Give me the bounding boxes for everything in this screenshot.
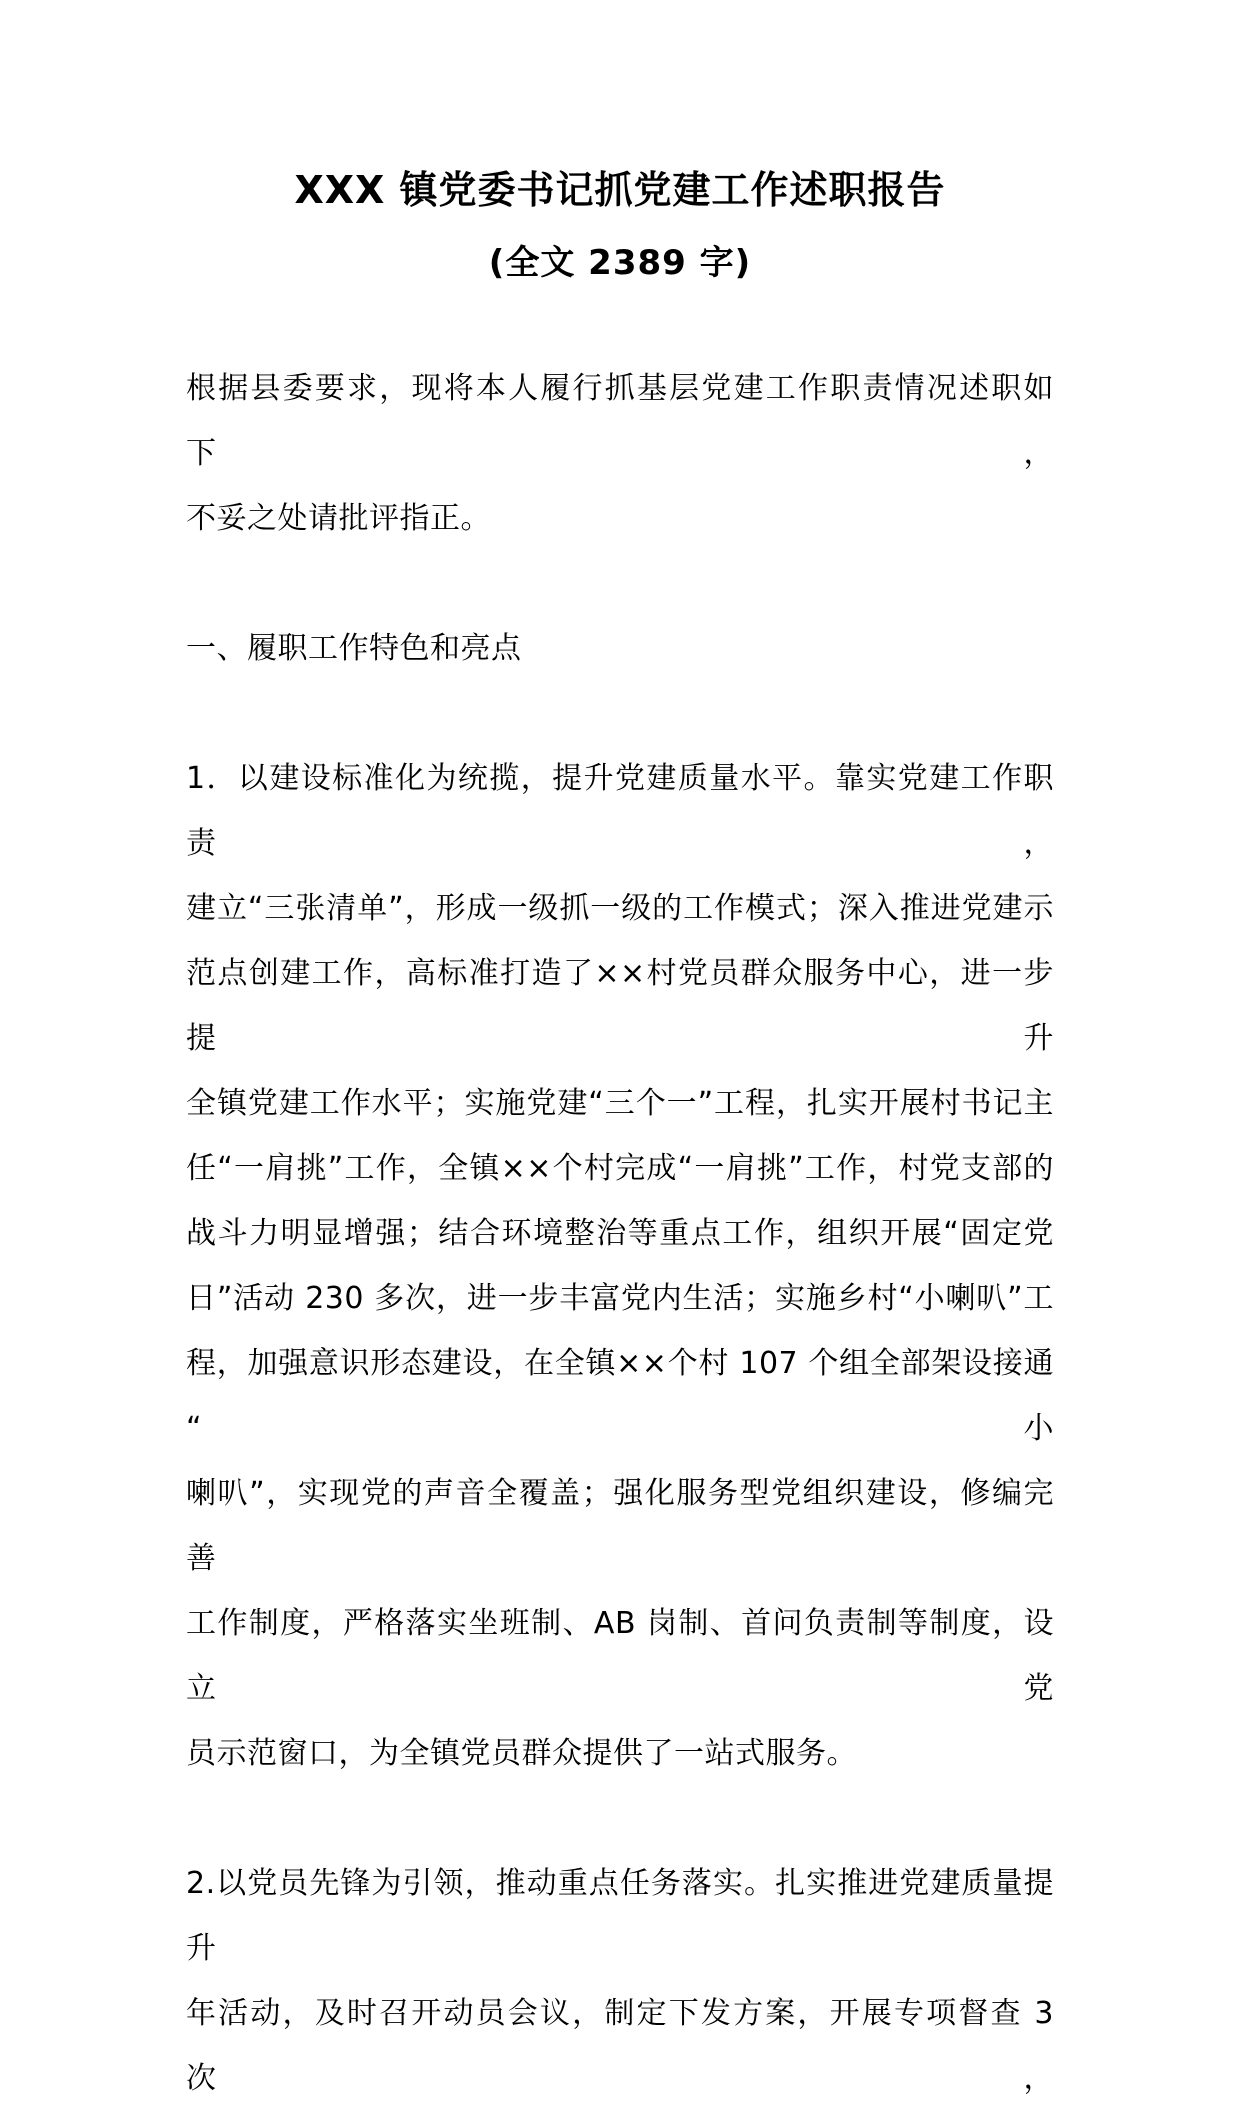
document-subtitle: (全文 2389 字): [488, 243, 752, 283]
text-line: 工作制度，严格落实坐班制、AB 岗制、首问负责制等制度，设立党: [186, 1606, 1054, 1706]
text-line: 根据县委要求，现将本人履行抓基层党建工作职责情况述职如下，: [186, 371, 1054, 471]
text-line: 1．以建设标准化为统揽，提升党建质量水平。靠实党建工作职责，: [186, 761, 1054, 861]
text-line: 年活动，及时召开动员会议，制定下发方案，开展专项督查 3 次，: [186, 1996, 1054, 2096]
text-line: 任“一肩挑”工作，全镇××个村完成“一肩挑”工作，村党支部的: [186, 1151, 1054, 1186]
section-heading-1: [186, 616, 1054, 681]
heading-line: 一、履职工作特色和亮点: [186, 631, 522, 666]
paragraph-point-1: [186, 746, 1054, 1786]
paragraph-point-2: [186, 1851, 1054, 2111]
document-title: XXX 镇党委书记抓党建工作述职报告: [294, 168, 946, 212]
text-line: 喇叭”，实现党的声音全覆盖；强化服务型党组织建设，修编完善: [186, 1476, 1054, 1576]
text-line: 不妥之处请批评指正。: [186, 501, 491, 536]
text-line: 建立“三张清单”，形成一级抓一级的工作模式；深入推进党建示: [186, 891, 1054, 926]
paragraph-intro: [186, 356, 1054, 551]
text-line: 范点创建工作，高标准打造了××村党员群众服务中心，进一步提升: [186, 956, 1054, 1056]
text-line: 全镇党建工作水平；实施党建“三个一”工程，扎实开展村书记主: [186, 1086, 1054, 1121]
text-line: 2.以党员先锋为引领，推动重点任务落实。扎实推进党建质量提升: [186, 1866, 1054, 1966]
text-line: 员示范窗口，为全镇党员群众提供了一站式服务。: [186, 1736, 857, 1771]
text-line: 战斗力明显增强；结合环境整治等重点工作，组织开展“固定党: [186, 1216, 1054, 1251]
text-line: 日”活动 230 多次，进一步丰富党内生活；实施乡村“小喇叭”工: [186, 1281, 1054, 1316]
text-line: 程，加强意识形态建设，在全镇××个村 107 个组全部架设接通“小: [186, 1346, 1054, 1446]
